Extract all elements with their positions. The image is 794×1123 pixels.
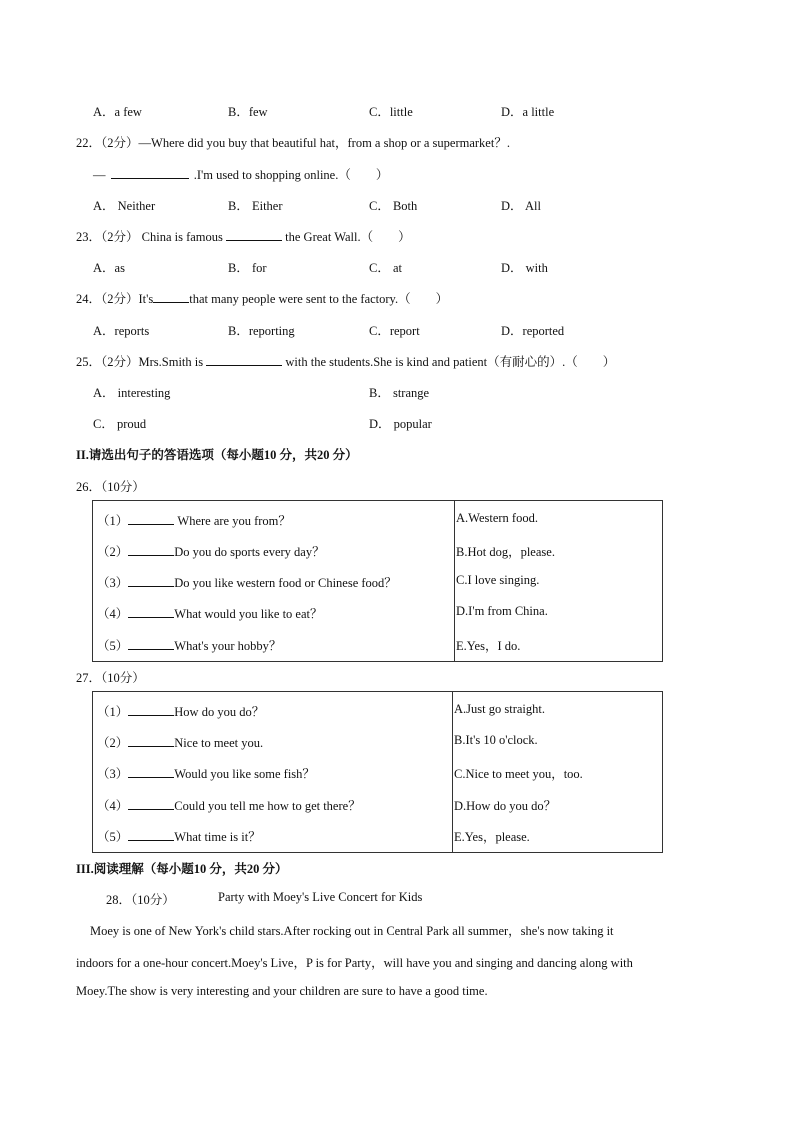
q27-left-4-num: （4） [97,799,129,813]
q26-divider [454,501,455,661]
q24-text-b: that many people were sent to the factory.（ ） [189,292,449,306]
q27-left-4 [97,796,361,814]
q23-text-b: the Great Wall.（ ） [285,230,411,244]
q27-left-5-num: （5） [97,830,129,844]
q25-number: 25．（2分） [76,355,139,369]
q27-left-5-text: What time is it？ [174,830,261,844]
q26-right-c: C.I love singing. [456,573,540,587]
q24-option-d: D．reported [501,324,565,338]
q25-stem [76,352,615,370]
q28-line-3: Moey.The show is very interesting and your children are sure to have a good time. [76,984,488,998]
q25-text-b: with the students.She is kind and patient（有耐心的）.（ ） [285,355,616,369]
q24-number: 24．（2分） [76,292,139,306]
q21-option-a: A．a few [93,105,142,119]
q22-option-a: A． Neither [93,199,156,213]
q25-option-b: B． strange [369,386,430,400]
q23-option-c: C． at [369,261,402,275]
q26-left-5-text: What's your hobby？ [174,639,282,653]
q27-blank-3[interactable] [128,765,174,778]
q26-left-3 [97,573,397,591]
q25-option-d: D． popular [369,417,432,431]
q27-label: 27．（10分） [76,671,145,685]
q24-stem [76,289,448,307]
q26-left-2 [97,542,325,560]
q25-option-c: C． proud [93,417,147,431]
q26-left-1 [97,511,291,529]
q26-left-3-num: （3） [97,576,129,590]
q22-answer-line [93,165,388,183]
q26-blank-5[interactable] [128,637,174,650]
q26-table [92,500,663,662]
q28-line-1: Moey is one of New York's child stars.After rocking out in Central Park all summer，she's now taking it [90,924,614,938]
section-3-heading: III.阅读理解（每小题10 分，共20 分） [76,862,288,876]
q22-option-d: D． All [501,199,541,213]
q26-left-2-num: （2） [97,545,129,559]
q24-option-b: B．reporting [228,324,295,338]
q28-title: Party with Moey's Live Concert for Kids [218,890,423,904]
q23-option-a: A．as [93,261,125,275]
q24-blank[interactable] [153,290,189,303]
q27-right-e: E.Yes，please. [454,830,530,844]
q27-left-1 [97,702,264,720]
q25-blank[interactable] [206,353,282,366]
q26-left-4-text: What would you like to eat？ [174,607,323,621]
q25-option-a: A． interesting [93,386,171,400]
q26-label: 26．（10分） [76,480,145,494]
q23-number: 23．（2分） [76,230,139,244]
q27-blank-5[interactable] [128,828,174,841]
q26-left-4-num: （4） [97,607,129,621]
q24-option-c: C．report [369,324,420,338]
q27-left-3-text: Would you like some fish？ [174,767,315,781]
q27-left-2 [97,733,263,751]
q22-question: —Where did you buy that beautiful hat，from a shop or a supermarket？. [138,136,510,150]
q22-option-c: C． Both [369,199,418,213]
q26-left-1-text: Where are you from？ [174,514,291,528]
q27-blank-4[interactable] [128,797,174,810]
q27-divider [452,692,453,852]
q21-option-d: D．a little [501,105,555,119]
q27-right-b: B.It's 10 o'clock. [454,733,538,747]
q23-text-a: China is famous [141,230,223,244]
q23-stem [76,227,411,245]
q23-option-b: B． for [228,261,267,275]
q21-option-c: C．little [369,105,413,119]
q26-left-2-text: Do you do sports every day？ [174,545,325,559]
q26-blank-4[interactable] [128,605,174,618]
q22-answer-text: .I'm used to shopping online.（ ） [193,168,389,182]
q28-label: 28．（10分） [106,893,175,907]
q25-text-a: Mrs.Smith is [138,355,204,369]
q26-left-5 [97,636,281,654]
q26-left-5-num: （5） [97,639,129,653]
q26-right-e: E.Yes，I do. [456,639,521,653]
q27-left-1-text: How do you do？ [174,705,265,719]
q24-option-a: A．reports [93,324,150,338]
q22-blank[interactable] [111,166,189,179]
q21-option-b: B．few [228,105,268,119]
q27-left-4-text: Could you tell me how to get there？ [174,799,361,813]
q24-text-a: It's [138,292,154,306]
q26-right-a: A.Western food. [456,511,538,525]
q27-table [92,691,663,853]
q22-dash: — [93,168,106,182]
q27-blank-2[interactable] [128,734,174,747]
q27-left-1-num: （1） [97,705,129,719]
q28-line-2: indoors for a one-hour concert.Moey's Live，P is for Party，will have you and singing and dancing along with [76,956,633,970]
q22-number: 22．（2分） [76,136,139,150]
q23-blank[interactable] [226,228,282,241]
section-2-heading: II.请选出句子的答语选项（每小题10 分，共20 分） [76,448,358,462]
q22-stem [76,133,510,151]
q27-left-2-text: Nice to meet you. [174,736,264,750]
q27-left-2-num: （2） [97,736,129,750]
q27-left-3 [97,764,315,782]
q27-right-a: A.Just go straight. [454,702,545,716]
q26-right-b: B.Hot dog，please. [456,545,555,559]
q26-right-d: D.I'm from China. [456,604,548,618]
q27-left-3-num: （3） [97,767,129,781]
q23-option-d: D． with [501,261,548,275]
q26-blank-2[interactable] [128,543,174,556]
q26-left-3-text: Do you like western food or Chinese food？ [174,576,397,590]
q27-right-d: D.How do you do？ [454,799,557,813]
q27-left-5 [97,827,261,845]
q26-left-4 [97,604,323,622]
q26-blank-3[interactable] [128,574,174,587]
q26-left-1-num: （1） [97,514,129,528]
q27-blank-1[interactable] [128,703,174,716]
q27-right-c: C.Nice to meet you，too. [454,767,583,781]
q26-blank-1[interactable] [128,512,174,525]
q22-option-b: B． Either [228,199,283,213]
